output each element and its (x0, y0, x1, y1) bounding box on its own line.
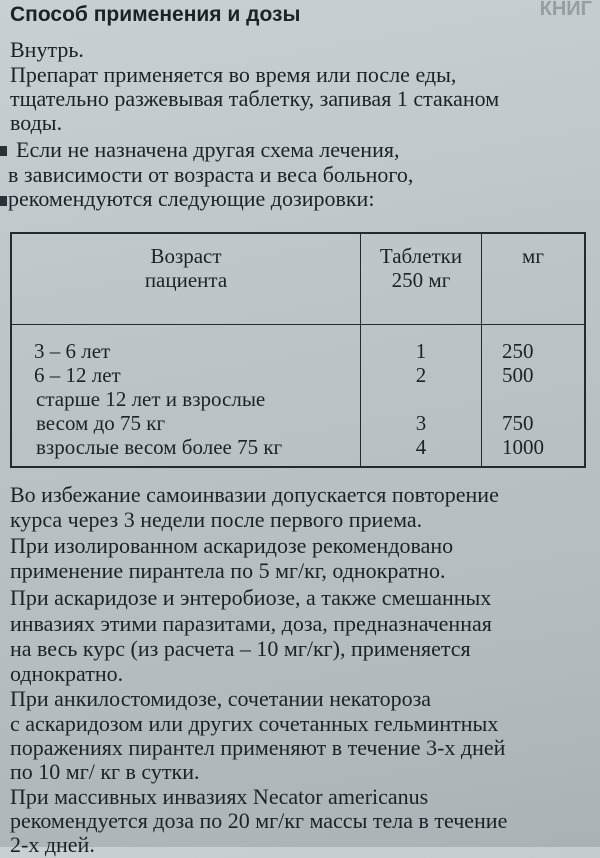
body-line: 2-х дней. (10, 832, 95, 857)
body-line: При аскаридозе и энтеробиозе, а также смешанных (10, 585, 492, 610)
intro-line: воды. (10, 110, 63, 135)
tablets-column-header (361, 233, 482, 325)
tablets-cell (361, 325, 482, 468)
body-line: рекомендуется доза по 20 мг/кг массы тела в течение (10, 808, 508, 833)
intro-line: в зависимости от возраста и веса больного, (8, 162, 414, 187)
body-line: Во избежание самоинвазии допускается повторение (10, 482, 499, 507)
dosage-table (10, 232, 586, 468)
tablets-header-line: 250 мг (391, 268, 451, 292)
age-column-header (11, 233, 361, 325)
tablets-value: 2 (415, 363, 427, 387)
body-line: однократно. (10, 661, 124, 686)
age-row: 6 – 12 лет (34, 363, 121, 387)
mg-value: 500 (502, 363, 534, 387)
body-line: При массивных инвазиях Necator americanus (10, 784, 429, 809)
body-line: курса через 3 недели после первого приема. (10, 507, 423, 532)
intro-line: Если не назначена другая схема лечения, (16, 137, 400, 162)
body-line: При изолированном аскаридозе рекомендовано (10, 533, 454, 558)
table-header-row (11, 233, 585, 325)
age-header-line: Возраст (150, 244, 222, 268)
tablets-value: 1 (415, 339, 427, 363)
bullet-marker (0, 146, 7, 156)
body-line: на весь курс (из расчета – 10 мг/кг), применяется (10, 636, 471, 661)
mg-header-line: мг (522, 244, 544, 268)
tablets-header-line: Таблетки (379, 244, 463, 268)
age-row: взрослые весом более 75 кг (36, 435, 283, 459)
body-line: инвазиях этими паразитами, доза, предназначенная (10, 611, 492, 636)
intro-line: Внутрь. (10, 37, 84, 62)
body-line: поражениях пирантел применяют в течение 3-х дней (10, 735, 506, 760)
body-line: применение пирантела по 5 мг/кг, однократно. (10, 558, 446, 583)
body-line: по 10 мг/ кг в сутки. (10, 759, 200, 784)
age-row: весом до 75 кг (36, 411, 166, 435)
intro-line: тщательно разжевывая таблетку, запивая 1 стаканом (10, 86, 500, 111)
body-line: При анкилостомидозе, сочетании некатороза (10, 686, 432, 711)
table-body-row (11, 325, 585, 468)
tablets-value: 4 (415, 435, 427, 459)
tablets-value: 3 (415, 411, 427, 435)
bullet-marker (0, 196, 7, 206)
mg-cell (482, 325, 586, 468)
intro-line: Препарат применяется во время или после еды, (10, 62, 457, 87)
bleed-through-text: КНИГ (539, 0, 592, 20)
mg-value (502, 387, 584, 411)
section-title: Способ применения и дозы (10, 3, 301, 26)
age-row: 3 – 6 лет (34, 339, 111, 363)
mg-value: 1000 (502, 435, 544, 459)
body-line: с аскаридозом или других сочетанных гельминтных (10, 711, 499, 736)
mg-column-header (482, 233, 586, 325)
age-header-line: пациента (144, 268, 228, 292)
intro-line: рекомендуются следующие дозировки: (8, 186, 375, 211)
age-cell (11, 325, 361, 468)
mg-value: 250 (502, 339, 534, 363)
tablets-value (361, 387, 481, 411)
mg-value: 750 (502, 411, 534, 435)
age-row: старше 12 лет и взрослые (36, 387, 266, 411)
